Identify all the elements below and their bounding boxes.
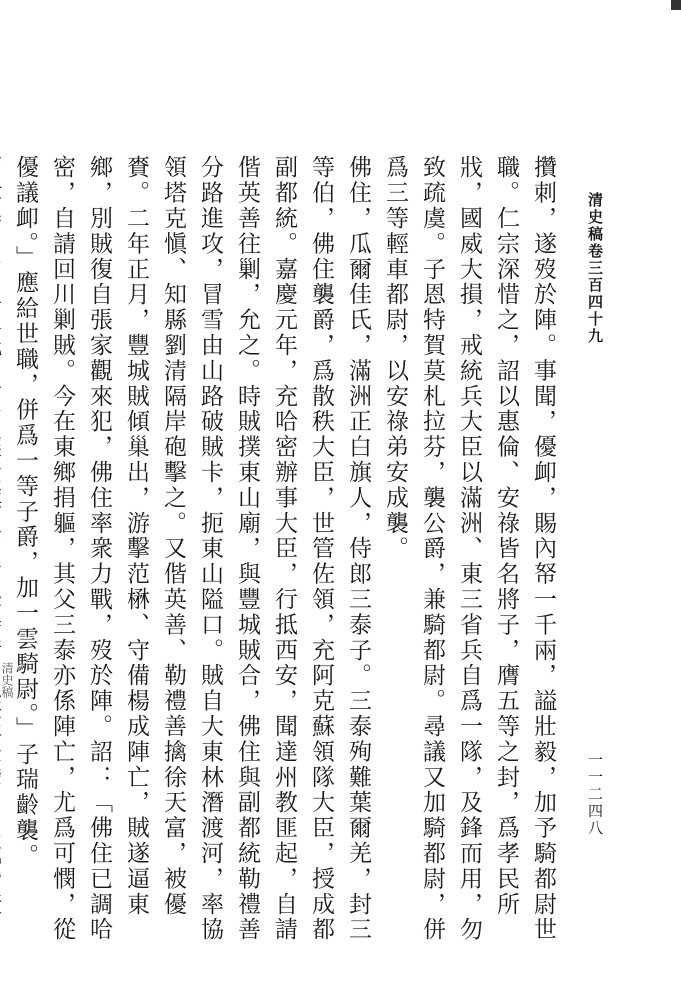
paragraph-2: 佛住，瓜爾佳氏，滿洲正白旗人，侍郎三泰子。三泰殉難葉爾羌，封三等伯，佛住襲爵，爲散秩大臣，世管佐領，充阿克蘇領隊大臣，授成都副都統。嘉慶元年，充哈密辦事大臣，行抵西安，聞達州教匪起，自請偕英善往剿，允之。時賊撲東山廟，與豐城賊合，佛住與副都統勒禮善分路進攻，冒雪由山路破賊卡，扼東山隘口。賊自大東林潛渡河，率協領塔克愼、知縣劉清隔岸砲擊之。又偕英善、勒禮善擒徐天富，被優賚。二年正月，豐城賊傾巢出，游擊范楙、守備楊成陣亡，賊遂逼東鄉，別賊復自張家觀來犯，佛住率衆力戰，歿於陣。詔：「佛住已調哈密，自請回川剿賊。今在東鄉捐軀，其父三泰亦係陣亡，尤爲可憫，從優議卹。」應給世職，併爲一等子爵，加一雲騎尉。」子瑞齡襲。 (12, 155, 371, 943)
page-number: 一一二四八 (586, 752, 604, 837)
corner-scan-mark (671, 0, 681, 10)
binding-edge-mark: 清史稿 (0, 662, 14, 698)
paragraph-1: 攢刺，遂歿於陣。事聞，優卹，賜內帑一千兩，謚壯毅，加予騎都尉世職。仁宗深惜之，詔以惠倫、安祿皆名將子，膺五等之封，爲孝民所戕，國威大損，戒統兵大臣以滿洲、東三省兵自爲一隊，及鋒而用，勿致疏虞。子恩特賀莫札拉芬，襲公爵，兼騎都尉。尋議又加騎都尉，併爲三等輕車都尉，以安祿弟安成襲。 (382, 155, 556, 943)
running-header-title: 清史稿卷三百四十九 (586, 192, 604, 345)
vertical-body-text (12, 155, 561, 950)
paragraph-3 (0, 155, 6, 950)
